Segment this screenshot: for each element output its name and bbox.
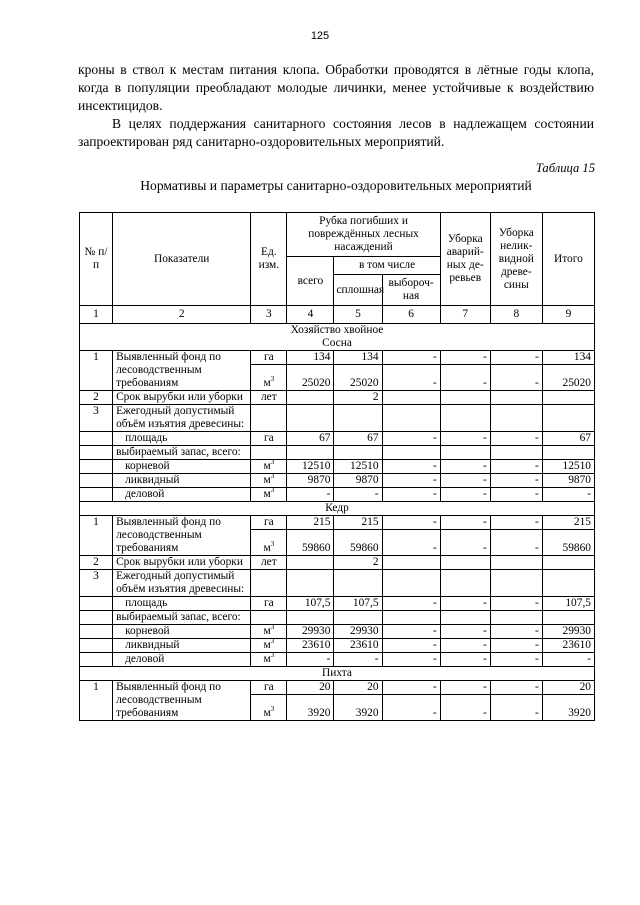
value-cell: -: [490, 351, 542, 365]
header-solid: сплошная: [334, 275, 382, 306]
value-cell: -: [440, 530, 490, 556]
value-cell: 20: [287, 681, 334, 695]
stock-row-label: корневой: [113, 460, 251, 474]
value-cell: -: [334, 488, 382, 502]
stock-label: выбираемый запас, всего:: [113, 446, 251, 460]
header-total: Итого: [542, 213, 594, 306]
value-cell: -: [440, 625, 490, 639]
value-cell: -: [382, 695, 440, 721]
value-cell: 25020: [542, 365, 594, 391]
value-cell: -: [542, 653, 594, 667]
value-cell: 25020: [334, 365, 382, 391]
col-number: 9: [542, 306, 594, 324]
value-cell: -: [440, 639, 490, 653]
value-cell: 3920: [542, 695, 594, 721]
volume-label: Ежегодный допустимый объём изъятия древесины:: [113, 405, 251, 432]
value-cell: 12510: [542, 460, 594, 474]
unit-cell: $м^3$: [251, 530, 287, 556]
value-cell: -: [440, 516, 490, 530]
value-cell: 215: [542, 516, 594, 530]
value-cell: -: [542, 488, 594, 502]
value-cell: 59860: [287, 530, 334, 556]
value-cell: 59860: [334, 530, 382, 556]
volume-label: Ежегодный допустимый объём изъятия древесины:: [113, 570, 251, 597]
value-cell: -: [440, 597, 490, 611]
value-cell: -: [490, 639, 542, 653]
paragraph-1: кроны в ствол к местам питания клопа. Обработки проводятся в лётные годы клопа, когда в популяции преобладают молодые личинки, менее устойчивые к воздействию инсектицидов.: [78, 62, 594, 113]
stock-row-label: корневой: [113, 625, 251, 639]
value-cell: -: [490, 516, 542, 530]
value-cell: -: [440, 351, 490, 365]
value-cell: 9870: [334, 474, 382, 488]
value-cell: -: [382, 625, 440, 639]
value-cell: -: [440, 460, 490, 474]
stock-row-label: деловой: [113, 653, 251, 667]
value-cell: -: [382, 432, 440, 446]
row-num: 2: [80, 556, 113, 570]
value-cell: -: [382, 653, 440, 667]
species-name: Сосна: [322, 337, 352, 349]
unit-cell: лет: [251, 391, 287, 405]
value-cell: -: [440, 653, 490, 667]
value-cell: 23610: [334, 639, 382, 653]
value-cell: -: [490, 681, 542, 695]
unit-cell: га: [251, 516, 287, 530]
value-cell: -: [382, 460, 440, 474]
col-number: 1: [80, 306, 113, 324]
value-cell: -: [490, 653, 542, 667]
stock-row-label: ликвидный: [113, 639, 251, 653]
col-number: 5: [334, 306, 382, 324]
section-header: [80, 324, 595, 351]
value-cell: 134: [542, 351, 594, 365]
unit-cell: га: [251, 432, 287, 446]
value-cell: 23610: [542, 639, 594, 653]
col-number: 8: [490, 306, 542, 324]
row-num: 1: [80, 516, 113, 556]
unit-cell: $м^3$: [251, 460, 287, 474]
value-cell: -: [334, 653, 382, 667]
value-cell: -: [490, 488, 542, 502]
table-title: Нормативы и параметры санитарно-оздоровительных мероприятий: [140, 178, 532, 193]
unit-cell: га: [251, 597, 287, 611]
value-cell: 23610: [287, 639, 334, 653]
value-cell: 2: [334, 556, 382, 570]
value-cell: -: [490, 460, 542, 474]
col-number: 7: [440, 306, 490, 324]
row-num: 2: [80, 391, 113, 405]
value-cell: -: [490, 530, 542, 556]
value-cell: 67: [334, 432, 382, 446]
value-cell: -: [382, 639, 440, 653]
row-num: 3: [80, 570, 113, 597]
value-cell: 9870: [287, 474, 334, 488]
unit-cell: $м^3$: [251, 365, 287, 391]
header-felling: Рубка погибших и повреждённых лесных насаждений: [287, 213, 440, 257]
fund-label: Выявленный фонд по лесоводственным требованиям: [113, 351, 251, 391]
value-cell: 25020: [287, 365, 334, 391]
row-num: 3: [80, 405, 113, 432]
value-cell: -: [382, 681, 440, 695]
value-cell: -: [490, 597, 542, 611]
value-cell: -: [490, 695, 542, 721]
value-cell: -: [440, 681, 490, 695]
value-cell: -: [440, 474, 490, 488]
value-cell: -: [382, 474, 440, 488]
value-cell: 134: [334, 351, 382, 365]
value-cell: -: [382, 488, 440, 502]
value-cell: 59860: [542, 530, 594, 556]
term-label: Срок вырубки или уборки: [113, 556, 251, 570]
value-cell: 29930: [542, 625, 594, 639]
value-cell: -: [440, 365, 490, 391]
page-number: 125: [310, 30, 330, 42]
col-number: 4: [287, 306, 334, 324]
stock-label: выбираемый запас, всего:: [113, 611, 251, 625]
header-selective: выбороч-ная: [382, 275, 440, 306]
value-cell: 29930: [287, 625, 334, 639]
value-cell: -: [382, 530, 440, 556]
measures-table: [79, 212, 595, 721]
economy-label: Хозяйство хвойное: [290, 324, 384, 336]
unit-cell: $м^3$: [251, 474, 287, 488]
col-number: 6: [382, 306, 440, 324]
species-name: Кедр: [80, 502, 595, 516]
value-cell: 12510: [287, 460, 334, 474]
fund-label: Выявленный фонд по лесоводственным требованиям: [113, 516, 251, 556]
value-cell: -: [490, 474, 542, 488]
term-label: Срок вырубки или уборки: [113, 391, 251, 405]
value-cell: 20: [334, 681, 382, 695]
value-cell: 107,5: [542, 597, 594, 611]
value-cell: -: [490, 432, 542, 446]
value-cell: 107,5: [287, 597, 334, 611]
value-cell: -: [440, 695, 490, 721]
value-cell: -: [440, 432, 490, 446]
value-cell: 215: [287, 516, 334, 530]
value-cell: -: [382, 516, 440, 530]
area-label: площадь: [113, 597, 251, 611]
paragraph-2: В целях поддержания санитарного состояния лесов в надлежащем состоянии запроектирован ряд санитарно-оздоровительных мероприятий.: [78, 116, 594, 149]
value-cell: 2: [334, 391, 382, 405]
unit-cell: $м^3$: [251, 653, 287, 667]
fund-label: Выявленный фонд по лесоводственным требованиям: [113, 681, 251, 721]
value-cell: 12510: [334, 460, 382, 474]
value-cell: 3920: [287, 695, 334, 721]
stock-row-label: деловой: [113, 488, 251, 502]
value-cell: 20: [542, 681, 594, 695]
unit-cell: га: [251, 681, 287, 695]
table-number: Таблица 15: [535, 161, 595, 175]
value-cell: -: [382, 351, 440, 365]
header-nonliquid: Уборка нелик-видной древе-сины: [490, 213, 542, 306]
header-incl: в том числе: [334, 257, 440, 275]
value-cell: 3920: [334, 695, 382, 721]
col-number: 3: [251, 306, 287, 324]
row-num: 1: [80, 681, 113, 721]
area-label: площадь: [113, 432, 251, 446]
value-cell: -: [287, 653, 334, 667]
unit-cell: $м^3$: [251, 625, 287, 639]
value-cell: -: [490, 365, 542, 391]
header-unit: Ед. изм.: [251, 213, 287, 306]
unit-cell: лет: [251, 556, 287, 570]
species-name: Пихта: [80, 667, 595, 681]
value-cell: 67: [542, 432, 594, 446]
value-cell: -: [490, 625, 542, 639]
value-cell: 107,5: [334, 597, 382, 611]
header-num: № п/п: [80, 213, 113, 306]
value-cell: 29930: [334, 625, 382, 639]
value-cell: 67: [287, 432, 334, 446]
unit-cell: $м^3$: [251, 695, 287, 721]
value-cell: 9870: [542, 474, 594, 488]
row-num: 1: [80, 351, 113, 391]
unit-cell: $м^3$: [251, 488, 287, 502]
unit-cell: га: [251, 351, 287, 365]
value-cell: 134: [287, 351, 334, 365]
value-cell: -: [382, 365, 440, 391]
value-cell: -: [440, 488, 490, 502]
value-cell: -: [287, 488, 334, 502]
stock-row-label: ликвидный: [113, 474, 251, 488]
unit-cell: $м^3$: [251, 639, 287, 653]
value-cell: -: [382, 597, 440, 611]
header-debris: Уборка аварий-ных де-ревьев: [440, 213, 490, 306]
value-cell: 215: [334, 516, 382, 530]
header-total-all: всего: [287, 257, 334, 306]
col-number: 2: [113, 306, 251, 324]
header-indicators: Показатели: [113, 213, 251, 306]
